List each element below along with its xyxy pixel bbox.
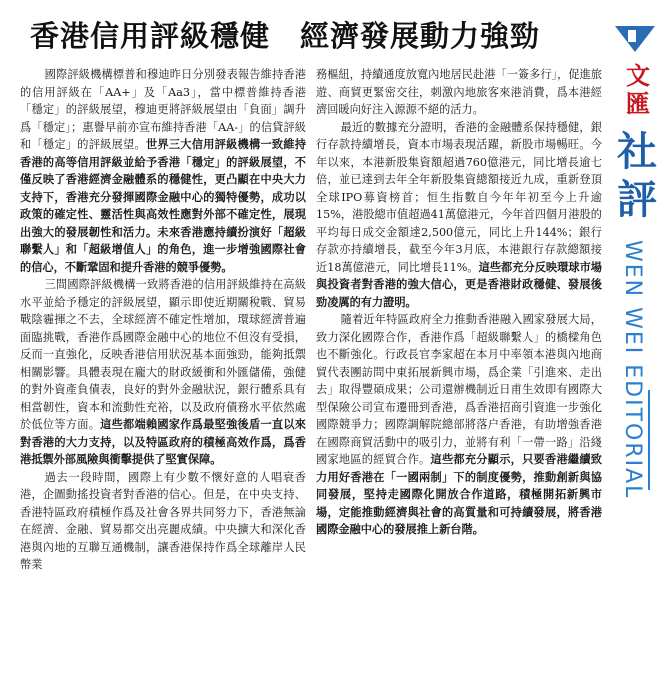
- paragraph-3-continued: [316, 66, 602, 119]
- paragraph-4: [316, 119, 602, 312]
- pen-nib-slit-icon: [628, 30, 636, 42]
- paragraph-5: [316, 311, 602, 539]
- paragraph-1-bold: 世界三大信用評級機構一致維持香港的高等信用評級並給予香港「穩定」的評級展望，不僅反映了香港經濟金融體系的穩健性，更凸顯在中央大力支持下，香港充分發揮國際金融中心的獨特優勢，成功以政策的確定性、靈活性與高效性應對外部不確定性，展現出強大的發展韌性和活力。未來香港應持續扮演好「超級聯繫人」和「超級增值人」的角色，進一步增強國際社會的信心，不斷鞏固和提升香港的競爭優勢。: [20, 138, 306, 274]
- paragraph-1: [20, 66, 306, 276]
- editorial-title: [612, 128, 662, 224]
- brand-logo: [616, 62, 660, 118]
- editorial-masthead: [612, 20, 662, 500]
- paragraph-5-bold: 這些都充分顯示，只要香港繼續致力用好香港在「一國兩制」下的制度優勢，推動創新與協同發展，堅持走國際化開放合作道路，積極開拓新興市場，定能推動經濟與社會的高質量和可持續發展，將香港國際金融中心的發展推上新台階。: [316, 453, 602, 536]
- article-column-left: [20, 66, 306, 574]
- paragraph-2-text: 三間國際評級機構一致將香港的信用評級維持在高級水平並給予穩定的評級展望，顯示即使近期關稅戰、貿易戰陰霾揮之不去，全球經濟不確定性增加，環球經濟普遍面臨挑戰，香港作爲國際金融中心的地位不但沒有受損，反而一直強化，反映香港信用狀況基本面強勁，能夠抵禦相關影響。具體表現在龐大的財政緩衝和外匯儲備，強健的對外資產負債表，良好的對外金融狀況，銀行體系具有相當韌性，資本和流動性充裕，以及政府債務水平依然處於低位等方面。: [20, 278, 306, 431]
- paragraph-3-continued-text: 務樞紐，持續通度放寬內地居民赴港「一簽多行」，促進旅遊、商貿更緊密交往，刺激內地旅客來港消費，爲本港經濟回暖向好注入源源不絕的活力。: [316, 68, 602, 116]
- paragraph-2: [20, 276, 306, 469]
- paragraph-3: [20, 469, 306, 574]
- pen-stroke-divider: [648, 390, 650, 490]
- headline: 香港信用評級穩健 經濟發展動力強勁: [30, 19, 541, 53]
- paragraph-4-text: 最近的數據充分證明，香港的金融體系保持穩健，銀行存款持續增長，資本市場表現活躍，新股市場暢旺。今年以來，本港新股集資額超過760億港元，同比增長逾七倍，並已達到去年全年新股集資總額接近九成，重新登頂全球IPO募資榜首；恒生指數自今年年初至今上升逾15%，港股總市值超過41萬億港元，今年首四個月港股的平均每日成交金額達2,500億元，同比上升144%；銀行存款亦持續增長，截至今年3月底，本港銀行存款總額接近18萬億港元，同比增長11%。: [316, 120, 602, 274]
- editorial-char-2: 評: [617, 177, 657, 223]
- editorial-char-1: 社: [617, 129, 657, 175]
- article-column-right: [316, 66, 602, 539]
- editorial-english-label: WEN WEI EDITORIAL: [620, 240, 645, 500]
- paragraph-5-text: 隨着近年特區政府全力推動香港融入國家發展大局，致力深化國際合作，香港作爲「超級聯繫人」的橋樑角色也不斷強化。行政長官李家超在本月中率領本港與內地商貿代表團訪問中東拓展新興市場，爲企業「引進來、走出去」取得豐碩成果；公司還辦機制近日甫生效即有國際大型保險公司宣布遷冊到香港，爲香港招商引資進一步強化國際競爭力；國際調解院總部將落户香港，有助增強香港在國際商貿活動中的吸引力，並將有利「一帶一路」沿綫國家地區的經貿合作。: [316, 313, 602, 466]
- paragraph-2-bold: 這些都端賴國家作爲最堅強後盾一直以來對香港的大力支持，以及特區政府的積極高效作爲，爲香港抵禦外部風險與衝擊提供了堅實保障。: [20, 418, 306, 466]
- paragraph-4-bold: 這些都充分反映環球市場與投資者對香港的強大信心，更是香港財政穩健、發展後勁凌厲的有力證明。: [316, 260, 602, 309]
- brand-char-2: 匯: [626, 90, 650, 118]
- brand-char-1: 文: [626, 62, 650, 90]
- paragraph-3-text: 過去一段時間，國際上有少數不懷好意的人唱衰香港，企圖動搖投資者對香港的信心。但是，在中央支持、香港特區政府積極作爲及社會各界共同努力下，香港無論在經濟、金融、貿易都交出亮麗成績。中央擴大和深化香港與內地的互聯互通機制，讓香港保持作爲全球離岸人民幣業: [20, 470, 306, 571]
- paragraph-1-text: 國際評級機構標普和穆迪昨日分別發表報告維持香港的信用評級在「AA+」及「Aa3」，當中標普維持香港「穩定」的評級展望，穆迪更將評級展望由「負面」調升爲「穩定」；惠譽早前亦宣布維持香港「AA-」的信貸評級和「穩定」的評級展望。: [20, 68, 306, 151]
